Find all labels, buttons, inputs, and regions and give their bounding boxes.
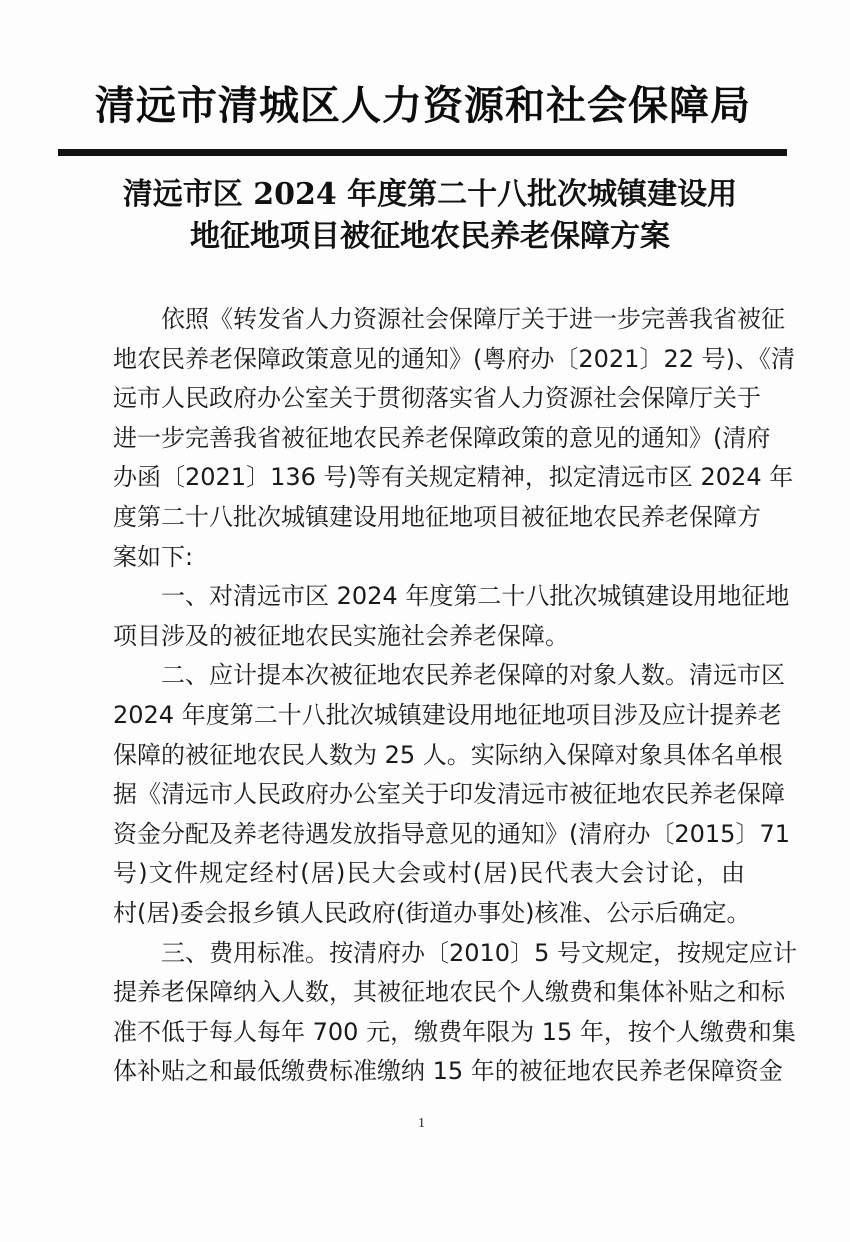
header-divider-rule bbox=[58, 149, 787, 156]
issuing-organization-header: 清远市清城区人力资源和社会保障局 bbox=[95, 82, 751, 129]
body-line: 依照《转发省人力资源社会保障厅关于进一步完善我省被征 bbox=[161, 305, 785, 333]
body-line: 案如下: bbox=[113, 542, 194, 571]
section-2-line: 资金分配及养老待遇发放指导意见的通知》(清府办〔2015〕71 bbox=[113, 819, 790, 848]
body-line: 度第二十八批次城镇建设用地征地项目被征地农民养老保障方 bbox=[113, 502, 761, 531]
section-2-line: 村(居)委会报乡镇人民政府(街道办事处)核准、公示后确定。 bbox=[113, 898, 751, 927]
section-3-line: 体补贴之和最低缴费标准缴纳 15 年的被征地农民养老保障资金 bbox=[113, 1057, 783, 1086]
document-body bbox=[113, 300, 797, 1092]
document-title-line-2: 地征地项目被征地农民养老保障方案 bbox=[190, 219, 670, 254]
section-2-line: 2024 年度第二十八批次城镇建设用地征地项目涉及应计提养老 bbox=[113, 700, 782, 729]
body-line: 远市人民政府办公室关于贯彻落实省人力资源社会保障厅关于 bbox=[113, 384, 761, 413]
document-title bbox=[100, 174, 760, 258]
section-1-line: 一、对清远市区 2024 年度第二十八批次城镇建设用地征地 bbox=[161, 582, 790, 611]
section-3-line: 准不低于每人每年 700 元，缴费年限为 15 年，按个人缴费和集 bbox=[113, 1017, 796, 1046]
section-2-line: 号)文件规定经村(居)民大会或村(居)民代表大会讨论，由 bbox=[113, 859, 745, 888]
section-3-line: 提养老保障纳入人数，其被征地农民个人缴费和集体补贴之和标 bbox=[113, 978, 785, 1007]
body-line: 地农民养老保障政策意见的通知》(粤府办〔2021〕22 号)、《清 bbox=[113, 344, 795, 373]
document-title-line-1: 清远市区 2024 年度第二十八批次城镇建设用 bbox=[122, 177, 738, 212]
page-number: 1 bbox=[418, 1116, 425, 1131]
section-3-line: 三、费用标准。按清府办〔2010〕5 号文规定，按规定应计 bbox=[161, 938, 797, 967]
section-2-line: 保障的被征地农民人数为 25 人。实际纳入保障对象具体名单根 bbox=[113, 740, 783, 769]
body-line: 办函〔2021〕136 号)等有关规定精神，拟定清远市区 2024 年 bbox=[113, 463, 794, 492]
section-1-line: 项目涉及的被征地农民实施社会养老保障。 bbox=[113, 621, 569, 650]
section-2-line: 二、应计提本次被征地农民养老保障的对象人数。清远市区 bbox=[161, 661, 785, 690]
section-2-line: 据《清远市人民政府办公室关于印发清远市被征地农民养老保障 bbox=[113, 780, 785, 809]
body-line: 进一步完善我省被征地农民养老保障政策的意见的通知》(清府 bbox=[113, 423, 771, 452]
